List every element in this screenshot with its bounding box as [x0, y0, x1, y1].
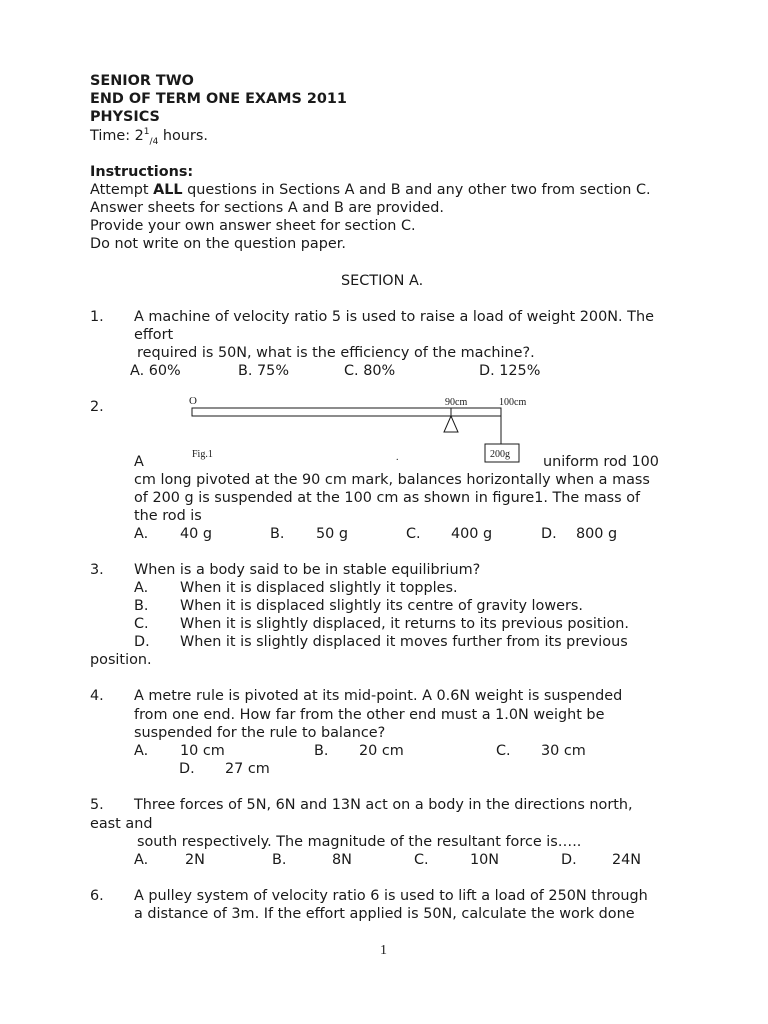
q2-option-a: 40 g: [180, 526, 213, 542]
q1-line-3: required is 50N, what is the efficiency of the machine?.: [137, 345, 535, 361]
lever-diagram: [186, 392, 536, 466]
q4-option-a: 10 cm: [180, 743, 225, 759]
q3-number: 3.: [90, 562, 104, 578]
q2-option-b-label: B.: [270, 526, 285, 542]
q4-option-d-label: D.: [179, 761, 195, 777]
q4-line-1: A metre rule is pivoted at its mid-point. A 0.6N weight is suspended: [134, 688, 623, 704]
fig-label-o: O: [189, 395, 197, 407]
q5-option-d: 24N: [612, 852, 642, 868]
q5-option-b-label: B.: [272, 852, 287, 868]
q5-option-c-label: C.: [414, 852, 429, 868]
instructions-title: Instructions:: [90, 164, 194, 180]
q4-line-2: from one end. How far from the other end must a 1.0N weight be: [134, 707, 605, 723]
q5-option-a-label: A.: [134, 852, 149, 868]
q3-option-a: When it is displaced slightly it topples.: [180, 580, 458, 596]
q2-line-1b: uniform rod 100: [543, 454, 659, 470]
q6-line-1: A pulley system of velocity ratio 6 is used to lift a load of 250N through: [134, 888, 648, 904]
q2-line-3: of 200 g is suspended at the 100 cm as shown in figure1. The mass of: [134, 490, 641, 506]
q2-line-2: cm long pivoted at the 90 cm mark, balances horizontally when a mass: [134, 472, 650, 488]
q5-line-3: south respectively. The magnitude of the resultant force is…..: [137, 834, 582, 850]
pivot-triangle: [444, 416, 458, 432]
instruction-line-1: Attempt ALL questions in Sections A and B and any other two from section C.: [90, 182, 651, 198]
q4-option-a-label: A.: [134, 743, 149, 759]
q4-number: 4.: [90, 688, 104, 704]
page-number: 1: [380, 943, 387, 958]
q4-line-3: suspended for the rule to balance?: [134, 725, 386, 741]
q4-option-b: 20 cm: [359, 743, 404, 759]
q5-option-d-label: D.: [561, 852, 577, 868]
q2-line-1a: A: [134, 454, 144, 470]
q3-option-d: When it is slightly displaced it moves further from its previous: [180, 634, 628, 650]
exam-title: END OF TERM ONE EXAMS 2011: [90, 91, 347, 107]
fig-label-100cm: 100cm: [499, 397, 527, 408]
q3-option-b-label: B.: [134, 598, 149, 614]
q3-option-b: When it is displaced slightly its centre of gravity lowers.: [180, 598, 583, 614]
q1-line-2: effort: [134, 327, 174, 343]
instruction-line-4: Do not write on the question paper.: [90, 236, 346, 252]
q5-number: 5.: [90, 797, 104, 813]
q1-line-1: A machine of velocity ratio 5 is used to raise a load of weight 200N. The: [134, 309, 654, 325]
q5-option-b: 8N: [332, 852, 352, 868]
uniform-rod: [192, 408, 501, 416]
q2-option-c-label: C.: [406, 526, 421, 542]
q1-option-a: A. 60%: [130, 363, 181, 379]
fig-label-90cm: 90cm: [445, 397, 468, 408]
fig-caption: Fig.1: [192, 449, 213, 460]
q6-line-2: a distance of 3m. If the effort applied is 50N, calculate the work done: [134, 906, 635, 922]
q3-option-d-label: D.: [134, 634, 150, 650]
q5-option-a: 2N: [185, 852, 205, 868]
q1-option-d: D. 125%: [479, 363, 541, 379]
q5-line-1: Three forces of 5N, 6N and 13N act on a body in the directions north,: [134, 797, 633, 813]
q4-option-d: 27 cm: [225, 761, 270, 777]
q2-line-4: the rod is: [134, 508, 202, 524]
q2-option-a-label: A.: [134, 526, 149, 542]
q5-line-2: east and: [90, 816, 153, 832]
q4-option-c: 30 cm: [541, 743, 586, 759]
q1-number: 1.: [90, 309, 104, 325]
instruction-line-3: Provide your own answer sheet for section C.: [90, 218, 416, 234]
q5-option-c: 10N: [470, 852, 500, 868]
q2-option-d: 800 g: [576, 526, 618, 542]
q3-option-c-label: C.: [134, 616, 149, 632]
q2-option-c: 400 g: [451, 526, 493, 542]
exam-class: SENIOR TWO: [90, 73, 194, 89]
q4-option-b-label: B.: [314, 743, 329, 759]
q3-option-d-cont: position.: [90, 652, 152, 668]
q2-number: 2.: [90, 399, 104, 415]
q3-option-c: When it is slightly displaced, it returns to its previous position.: [180, 616, 629, 632]
q4-option-c-label: C.: [496, 743, 511, 759]
fig-dot: .: [396, 452, 399, 463]
section-title: SECTION A.: [341, 273, 424, 289]
q3-option-a-label: A.: [134, 580, 149, 596]
q3-stem: When is a body said to be in stable equilibrium?: [134, 562, 481, 578]
instruction-line-2: Answer sheets for sections A and B are provided.: [90, 200, 444, 216]
q2-option-d-label: D.: [541, 526, 557, 542]
q6-number: 6.: [90, 888, 104, 904]
q2-option-b: 50 g: [316, 526, 349, 542]
q1-option-c: C. 80%: [344, 363, 396, 379]
exam-time: Time: $2^1_{/4}$ hours.: [90, 127, 208, 147]
exam-subject: PHYSICS: [90, 109, 160, 125]
q1-option-b: B. 75%: [238, 363, 290, 379]
fig-label-mass: 200g: [490, 449, 510, 460]
figure-1-lever: [186, 392, 536, 466]
